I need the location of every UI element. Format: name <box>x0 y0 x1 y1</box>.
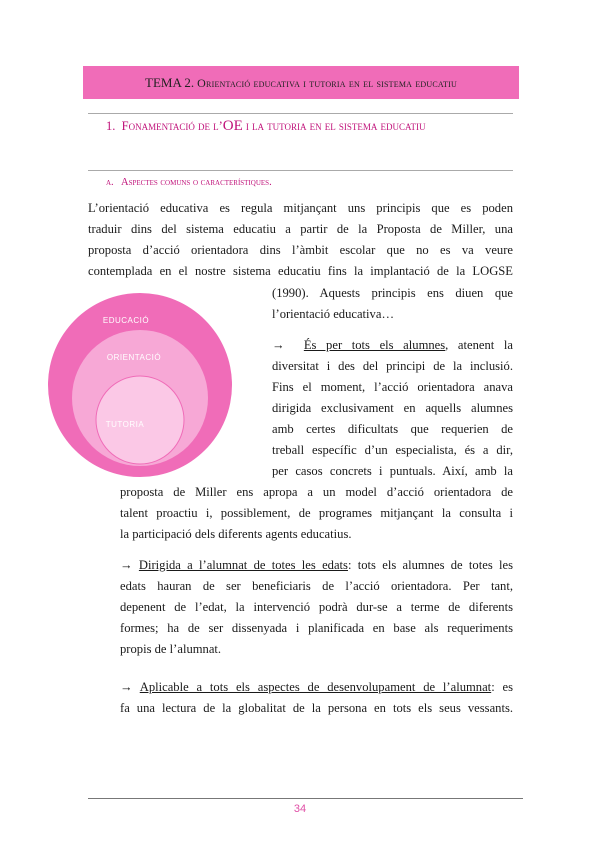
text-line: la participació dels diferents agents educatius. <box>120 527 352 541</box>
arrow-icon: → <box>120 558 133 572</box>
text-fragment: : es <box>491 680 513 694</box>
text-line: diversitat i des del principi de la inclusió. <box>272 359 513 373</box>
text-line: (1990). Aquests principis ens diuen que <box>272 286 513 300</box>
point-3 <box>120 677 513 719</box>
point-1-full <box>120 482 513 545</box>
section-number: 1. <box>106 119 116 133</box>
text-line: talent proactiu i, possiblement, de programes mitjançant la consulta i <box>120 506 513 520</box>
point-2 <box>120 555 513 660</box>
text-line: proposta de Miller ens apropa a un model d’acció orientadora de <box>120 485 513 499</box>
section-heading <box>106 118 425 135</box>
text-line: contemplada en el nostre sistema educatiu fins la implantació de la LOGSE <box>88 264 513 278</box>
text-line: Fins el moment, l’acció orientadora anava <box>272 380 513 394</box>
heading-rule-top <box>88 113 513 114</box>
section-title-part: Fonamentació de l’ <box>121 119 223 133</box>
subsection-heading <box>106 177 272 188</box>
page-number: 34 <box>293 803 307 815</box>
nested-circles-diagram <box>30 290 250 480</box>
text-line: fa una lectura de la globalitat de la persona en tots els seus vessants. <box>120 701 513 715</box>
text-fragment: , atenent la <box>445 338 513 352</box>
text-line <box>120 555 513 576</box>
text-line: amb certes dificultats que requerien de <box>272 422 513 436</box>
section-title-oe: OE <box>222 118 243 134</box>
label-educacio: EDUCACIÓ <box>102 316 150 325</box>
subsection-label: a. <box>106 177 114 188</box>
chapter-number: TEMA 2. <box>145 75 195 90</box>
arrow-icon: → <box>272 338 285 352</box>
label-tutoria: TUTORIA <box>105 420 145 429</box>
heading-rule-bottom <box>88 170 513 171</box>
chapter-title: Orientació educativa i tutoria en el sistema educatiu <box>197 76 457 90</box>
point-3-title: Aplicable a tots els aspectes de desenvolupament de l’alumnat <box>139 680 492 694</box>
section-title-part: i la tutoria en el sistema educatiu <box>242 119 426 133</box>
label-orientacio: ORIENTACIÓ <box>106 353 162 362</box>
text-line: L’orientació educativa es regula mitjançant uns principis que es poden <box>88 201 513 215</box>
intro-paragraph-side <box>272 283 513 325</box>
text-line: proposta d’acció orientadora dins l’àmbit escolar que no es va veure <box>88 243 513 257</box>
point-1-side <box>272 335 513 482</box>
text-line: traduir dins del sistema educatiu a partir de la Proposta de Miller, una <box>88 222 513 236</box>
text-line: propis de l’alumnat. <box>120 642 222 656</box>
text-line: dirigida exclusivament en aquells alumnes <box>272 401 513 415</box>
text-line: treball específic d’un especialista, és a dir, <box>272 443 513 457</box>
footer-rule <box>88 798 523 799</box>
text-fragment: : tots els alumnes de totes les <box>347 558 513 572</box>
intro-paragraph <box>88 198 513 282</box>
arrow-icon: → <box>120 680 133 694</box>
text-line: depenent de l’edat, la intervenció podrà dur-se a terme de diferents <box>120 600 513 614</box>
text-line: edats hauran de ser beneficiaris de l’acció orientadora. Per tant, <box>120 579 513 593</box>
point-1-title: És per tots els alumnes <box>303 338 446 352</box>
subsection-title: Aspectes comuns o característiques. <box>120 177 272 188</box>
chapter-banner <box>83 66 519 99</box>
text-line: l’orientació educativa… <box>272 307 395 321</box>
text-line <box>272 335 513 356</box>
point-2-title: Dirigida a l’alumnat de totes les edats <box>138 558 348 572</box>
text-line <box>120 677 513 698</box>
text-line: formes; ha de ser dissenyada i planificada en base als requeriments <box>120 621 513 635</box>
text-line: per casos concrets i puntuals. Així, amb la <box>272 464 513 478</box>
